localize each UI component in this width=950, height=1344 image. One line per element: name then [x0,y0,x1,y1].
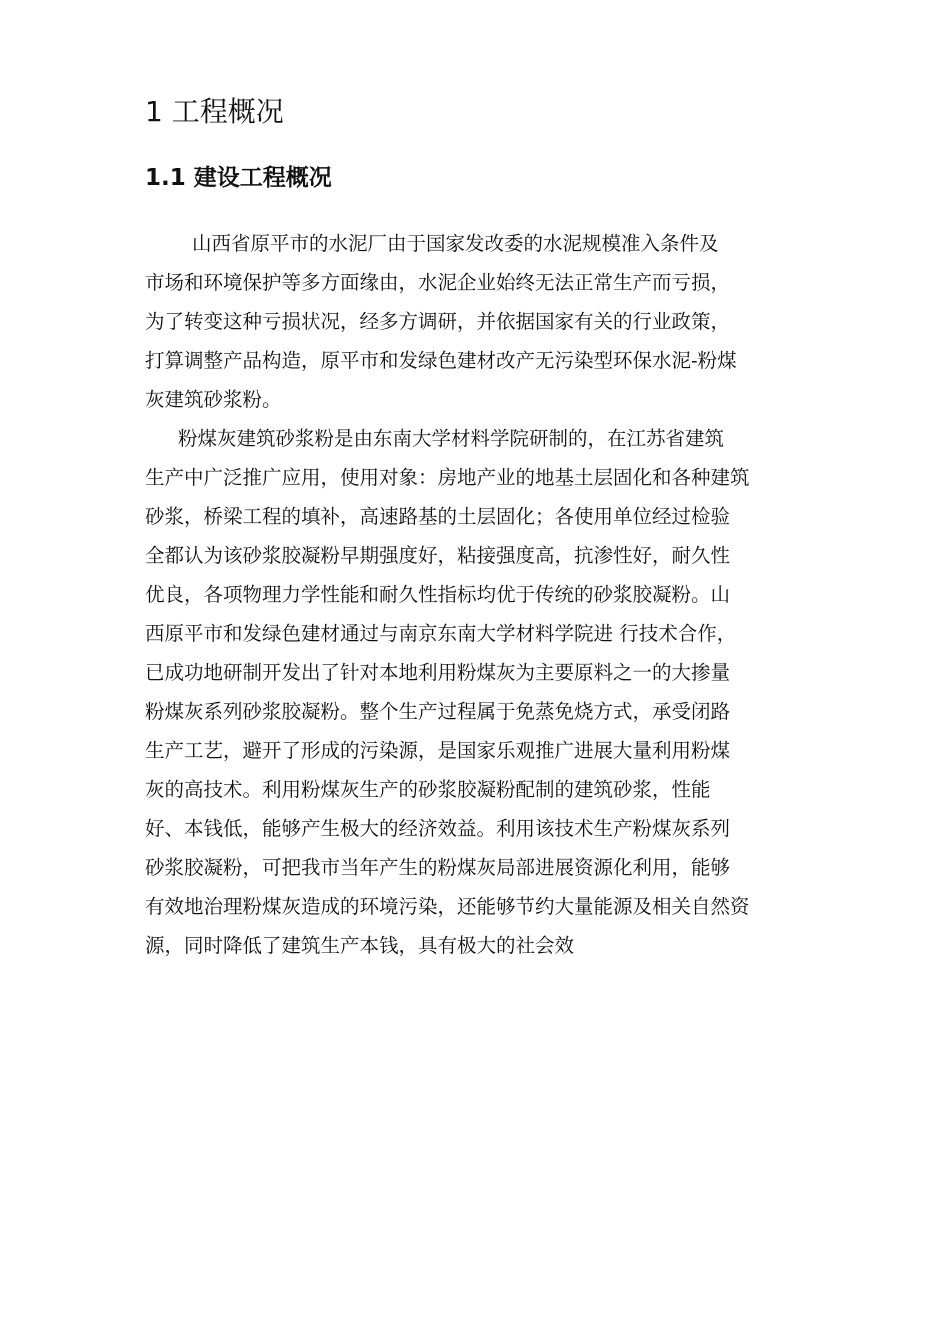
text-line: 砂浆，桥梁工程的填补，高速路基的土层固化；各使用单位经过检验 [145,505,731,528]
paragraph-2 [145,419,825,965]
text-line: 粉煤灰建筑砂浆粉是由东南大学材料学院研制的，在江苏省建筑 [178,427,725,450]
section-heading: 1.1 建设工程概况 [145,165,332,191]
text-line: 西原平市和发绿色建材通过与南京东南大学材料学院进 行技术合作， [145,622,737,645]
text-line: 砂浆胶凝粉，可把我市当年产生的粉煤灰局部进展资源化利用，能够 [145,856,731,879]
text-line: 灰建筑砂浆粉。 [145,388,282,411]
body-text [145,224,825,965]
text-line: 山西省原平市的水泥厂由于国家发改委的水泥规模准入条件及 [192,232,719,255]
text-line: 优良，各项物理力学性能和耐久性指标均优于传统的砂浆胶凝粉。山 [145,583,731,606]
text-line: 已成功地研制开发出了针对本地利用粉煤灰为主要原料之一的大掺量 [145,661,731,684]
text-line: 生产中广泛推广应用，使用对象：房地产业的地基土层固化和各种建筑 [145,466,750,489]
text-line: 灰的高技术。利用粉煤灰生产的砂浆胶凝粉配制的建筑砂浆，性能 [145,778,711,801]
text-line: 源，同时降低了建筑生产本钱，具有极大的社会效 [145,934,575,957]
text-line: 粉煤灰系列砂浆胶凝粉。整个生产过程属于免蒸免烧方式，承受闭路 [145,700,731,723]
chapter-heading: 1 工程概况 [145,95,284,128]
text-line: 为了转变这种亏损状况，经多方调研，并依据国家有关的行业政策， [145,310,731,333]
text-line: 打算调整产品构造，原平市和发绿色建材改产无污染型环保水泥-粉煤 [145,349,737,372]
paragraph-1 [145,224,825,419]
text-line: 有效地治理粉煤灰造成的环境污染，还能够节约大量能源及相关自然资 [145,895,750,918]
text-line: 生产工艺，避开了形成的污染源，是国家乐观推广进展大量利用粉煤 [145,739,731,762]
text-line: 全都认为该砂浆胶凝粉早期强度好，粘接强度高，抗渗性好，耐久性 [145,544,731,567]
text-line: 市场和环境保护等多方面缘由，水泥企业始终无法正常生产而亏损， [145,271,731,294]
text-line: 好、本钱低，能够产生极大的经济效益。利用该技术生产粉煤灰系列 [145,817,731,840]
